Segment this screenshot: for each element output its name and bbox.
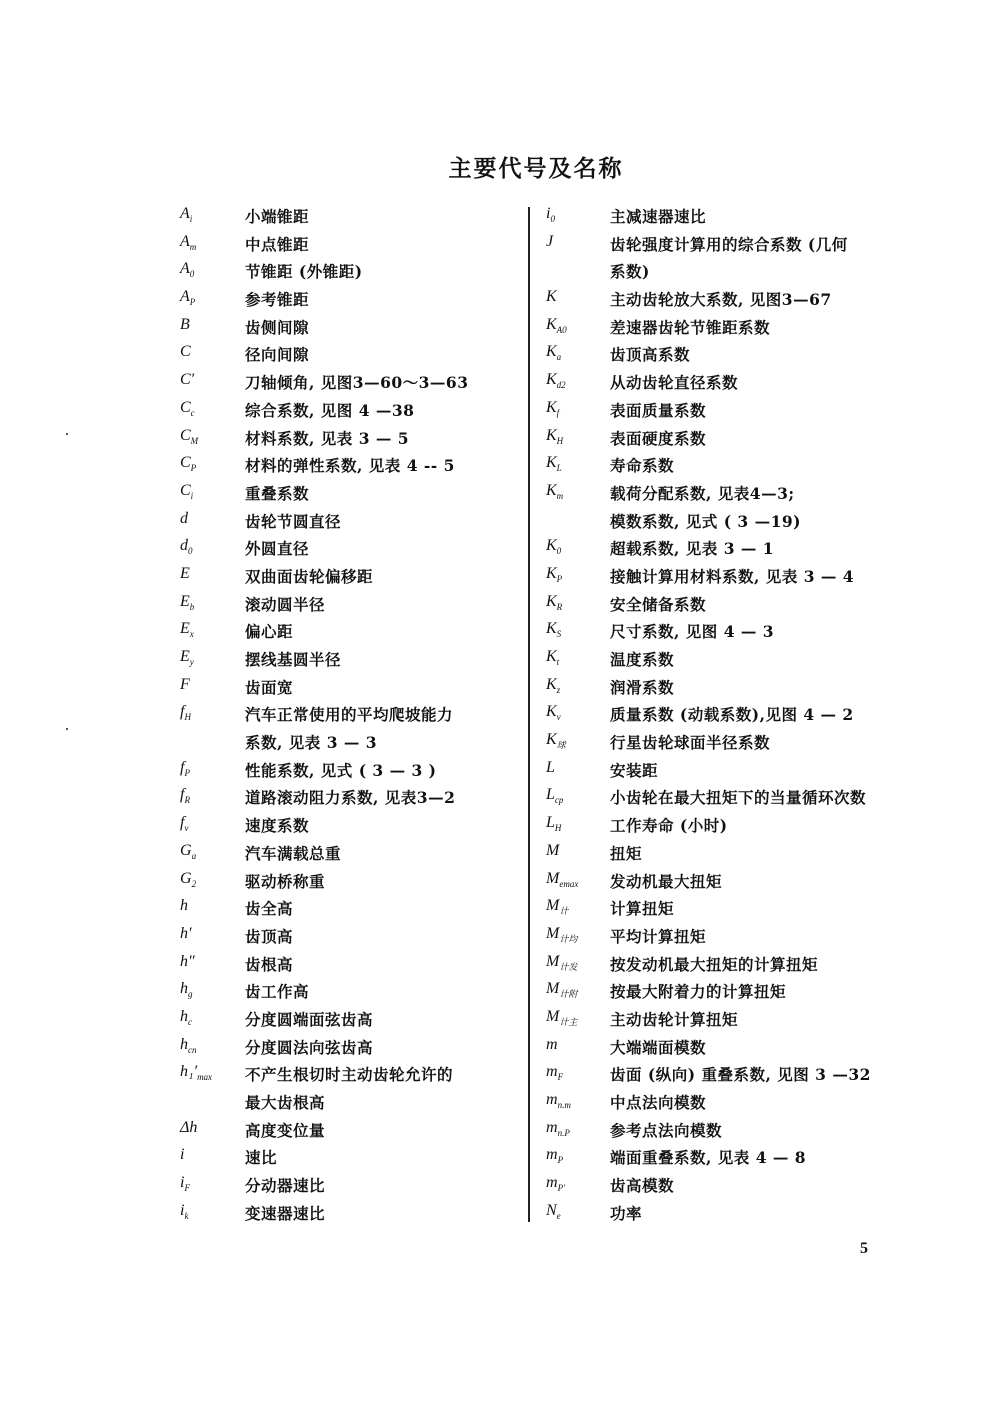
- symbol: $m_P$: [546, 1146, 564, 1166]
- symbol: $L_H$: [546, 814, 562, 834]
- symbol-row: [546, 397, 916, 425]
- symbol-name: 参考点法向模数: [610, 1120, 723, 1140]
- symbol-row: [180, 535, 510, 563]
- symbol-name: 最大齿根高: [245, 1093, 326, 1112]
- symbol-row: [546, 895, 916, 923]
- symbol: $i_F$: [180, 1174, 190, 1194]
- symbol-row: [546, 646, 916, 674]
- symbol: $K_R$: [546, 592, 563, 612]
- symbol-name: 速度系数: [245, 816, 310, 836]
- symbol-row: [546, 535, 916, 563]
- symbol: i: [180, 1146, 185, 1164]
- symbol-name: 载荷分配系数, 见表4—3;: [610, 483, 795, 503]
- symbol-name: 滚动圆半径: [245, 594, 326, 614]
- symbol-row: [180, 591, 510, 619]
- symbol-name: 润滑系数: [610, 677, 675, 697]
- symbol-row: [546, 258, 916, 286]
- symbol-row: [180, 1006, 510, 1034]
- symbol-row: [546, 729, 916, 757]
- symbol-name: 质量系数 (动载系数),见图 4 — 2: [610, 705, 854, 725]
- symbol-row: [180, 1144, 510, 1172]
- symbol-row: [546, 840, 916, 868]
- right-symbol-column: [546, 203, 916, 1227]
- symbol: $N_e$: [546, 1201, 561, 1221]
- symbol-row: [546, 812, 916, 840]
- symbol-row: [180, 480, 510, 508]
- symbol: $K_m$: [546, 481, 564, 502]
- symbol: $f_H$: [180, 703, 191, 723]
- symbol: B: [180, 315, 190, 333]
- symbol-row: [546, 1006, 916, 1034]
- symbol-name: 齿轮节圆直径: [245, 511, 342, 531]
- symbol-name: 齿高模数: [610, 1176, 675, 1196]
- symbol: h′: [180, 924, 192, 942]
- symbol-row: [546, 231, 916, 259]
- symbol-name: 温度系数: [610, 650, 675, 669]
- symbol-row: [180, 203, 510, 231]
- symbol-name: 齿轮强度计算用的综合系数 (几何: [610, 234, 848, 254]
- symbol: $h_{cn}$: [180, 1035, 197, 1055]
- symbol: $A_m$: [180, 232, 197, 252]
- symbol: $C_c$: [180, 398, 195, 418]
- scan-speck: [66, 728, 68, 730]
- symbol: $K_f$: [546, 398, 560, 418]
- symbol-name: 齿面宽: [245, 677, 294, 697]
- symbol-row: [546, 452, 916, 480]
- symbol: $K_z$: [546, 675, 561, 695]
- symbol-name: 齿根高: [245, 954, 294, 974]
- symbol: $f_v$: [180, 814, 189, 834]
- symbol-name: 表面硬度系数: [610, 428, 707, 448]
- symbol: $M_{emax}$: [546, 869, 579, 889]
- symbol-name: 材料系数, 见表 3 — 5: [245, 428, 410, 448]
- symbol-row: [546, 425, 916, 453]
- symbol: J: [546, 232, 554, 250]
- symbol-row: [180, 452, 510, 480]
- symbol-name: 小齿轮在最大扭矩下的当量循环次数: [610, 788, 867, 808]
- symbol-name: 差速器齿轮节锥距系数: [610, 317, 771, 337]
- symbol: $f_R$: [180, 786, 190, 806]
- symbol-name: 双曲面齿轮偏移距: [245, 566, 374, 586]
- symbol: h″: [180, 952, 195, 970]
- symbol: $A_0$: [180, 260, 195, 280]
- symbol: $i_k$: [180, 1201, 189, 1221]
- symbol-name: 扭矩: [610, 843, 643, 863]
- symbol: $C_i$: [180, 481, 194, 502]
- symbol-name: 外圆直径: [245, 539, 310, 559]
- symbol-name: 偏心距: [245, 622, 294, 642]
- symbol-name: 小端锥距: [245, 207, 310, 226]
- symbol-row: [546, 203, 916, 231]
- symbol: $i_0$: [546, 205, 555, 225]
- symbol: $C_P$: [180, 454, 197, 474]
- symbol-row: [546, 1089, 916, 1117]
- symbol-row: [546, 341, 916, 369]
- symbol: $m_{n.P}$: [546, 1118, 570, 1138]
- symbol-name: 齿顶高: [245, 926, 294, 946]
- symbol-row: [546, 1061, 916, 1089]
- symbol-name: 综合系数, 见图 4 —38: [245, 400, 415, 420]
- symbol-row: [546, 480, 916, 508]
- symbol: F: [180, 675, 190, 693]
- symbol: $C_M$: [180, 426, 199, 446]
- symbol-name: 大端端面模数: [610, 1037, 707, 1057]
- column-divider: [528, 207, 530, 1222]
- symbol: $A_P$: [180, 288, 196, 308]
- symbol: $K_S$: [546, 620, 562, 640]
- symbol: $d_0$: [180, 537, 193, 557]
- symbol-name: 按最大附着力的计算扭矩: [610, 982, 787, 1002]
- symbol-name: 计算扭矩: [610, 899, 675, 919]
- symbol: $G_a$: [180, 841, 197, 861]
- symbol: $M_{计均}$: [546, 924, 578, 945]
- page-title: 主要代号及名称: [448, 155, 624, 182]
- symbol-name: 汽车正常使用的平均爬坡能力: [245, 705, 454, 725]
- symbol-name: 尺寸系数, 见图 4 — 3: [610, 622, 775, 642]
- symbol: $L_{cp}$: [546, 786, 564, 806]
- symbol-row: [546, 951, 916, 979]
- symbol-name: 驱动桥称重: [245, 871, 326, 891]
- symbol-row: [180, 646, 510, 674]
- symbol-row: [180, 812, 510, 840]
- symbol-row: [180, 369, 510, 397]
- symbol: C′: [180, 371, 195, 389]
- symbol-row: [180, 508, 510, 536]
- symbol-name: 发动机最大扭矩: [610, 871, 723, 891]
- symbol-row: [180, 563, 510, 591]
- symbol: $M_计$: [546, 897, 569, 917]
- symbol-name: 道路滚动阻力系数, 见表3—2: [245, 788, 456, 808]
- symbol: L: [546, 758, 555, 776]
- symbol: $h_c$: [180, 1007, 192, 1028]
- symbol-name: 中点锥距: [245, 234, 310, 254]
- symbol-name: 行星齿轮球面半径系数: [610, 733, 771, 753]
- symbol: $K_v$: [546, 703, 561, 723]
- symbol: $f_P$: [180, 758, 190, 778]
- symbol-name: 节锥距 (外锥距): [245, 262, 363, 282]
- symbol-row: [180, 784, 510, 812]
- symbol: $K_t$: [546, 648, 560, 668]
- symbol: $h_g$: [180, 980, 193, 1000]
- symbol-row: [546, 369, 916, 397]
- symbol-name: 主减速器速比: [610, 207, 707, 226]
- symbol-row: [180, 1200, 510, 1228]
- symbol-row: [546, 563, 916, 591]
- symbol-row: [180, 618, 510, 646]
- symbol: $E_y$: [180, 648, 194, 668]
- symbol-row: [546, 508, 916, 536]
- symbol-name: 参考锥距: [245, 290, 310, 310]
- symbol: $K_H$: [546, 426, 564, 446]
- symbol-name: 性能系数, 见式 ( 3 — 3 ): [245, 760, 437, 780]
- symbol-name: 齿侧间隙: [245, 317, 310, 337]
- symbol: $h_1'_{max}$: [180, 1063, 213, 1083]
- symbol-name: 模数系数, 见式 ( 3 —19): [610, 511, 802, 531]
- symbol-name: 汽车满载总重: [245, 843, 342, 863]
- symbol: E: [180, 564, 190, 582]
- symbol-name: 中点法向模数: [610, 1093, 707, 1112]
- page-number: 5: [860, 1240, 868, 1257]
- symbol-name: 变速器速比: [245, 1203, 326, 1223]
- symbol-name: 端面重叠系数, 见表 4 — 8: [610, 1148, 807, 1168]
- symbol-row: [546, 1172, 916, 1200]
- symbol-row: [546, 923, 916, 951]
- symbol-row: [546, 868, 916, 896]
- symbol-name: 齿顶高系数: [610, 345, 691, 365]
- symbol-name: 高度变位量: [245, 1120, 326, 1140]
- symbol: Δh: [180, 1118, 198, 1136]
- symbol-name: 分动器速比: [245, 1176, 326, 1196]
- symbol-name: 安装距: [610, 760, 659, 780]
- symbol-row: [546, 1034, 916, 1062]
- symbol-row: [546, 674, 916, 702]
- symbol-name: 齿全高: [245, 899, 294, 919]
- symbol: C: [180, 343, 191, 361]
- symbol-row: [180, 286, 510, 314]
- symbol-name: 分度圆法向弦齿高: [245, 1037, 374, 1057]
- symbol-row: [180, 397, 510, 425]
- symbol-row: [546, 618, 916, 646]
- symbol-name: 主动齿轮计算扭矩: [610, 1009, 739, 1029]
- symbol-row: [546, 1200, 916, 1228]
- symbol: d: [180, 509, 188, 527]
- symbol-name: 速比: [245, 1148, 278, 1168]
- symbol-row: [180, 895, 510, 923]
- symbol-row: [180, 923, 510, 951]
- symbol-name: 寿命系数: [610, 456, 675, 476]
- left-symbol-column: [180, 203, 510, 1227]
- symbol-row: [180, 341, 510, 369]
- symbol-name: 齿工作高: [245, 982, 310, 1002]
- symbol: $m_F$: [546, 1063, 564, 1083]
- symbol-name: 从动齿轮直径系数: [610, 373, 739, 393]
- symbol-row: [546, 314, 916, 342]
- symbol: $M_{计发}$: [546, 952, 578, 972]
- symbol-row: [180, 1034, 510, 1062]
- symbol-name: 系数, 见表 3 — 3: [245, 733, 378, 753]
- symbol: $K_{d2}$: [546, 371, 566, 391]
- symbol: $K_{A0}$: [546, 315, 567, 335]
- symbol: m: [546, 1035, 558, 1053]
- symbol-name: 功率: [610, 1203, 643, 1223]
- symbol-name: 材料的弹性系数, 见表 4 -- 5: [245, 456, 455, 476]
- symbol-name: 按发动机最大扭矩的计算扭矩: [610, 954, 819, 974]
- symbol: $A_i$: [180, 205, 193, 225]
- symbol-row: [546, 784, 916, 812]
- symbol-name: 径向间隙: [245, 345, 310, 365]
- symbol-row: [180, 425, 510, 453]
- symbol-row: [180, 258, 510, 286]
- symbol-name: 超载系数, 见表 3 — 1: [610, 539, 775, 559]
- symbol: $m_{P'}$: [546, 1174, 566, 1194]
- symbol-name: 重叠系数: [245, 483, 310, 503]
- scan-speck: [66, 433, 68, 435]
- symbol: $E_x$: [180, 620, 194, 640]
- symbol: $K_a$: [546, 343, 562, 363]
- symbol-name: 摆线基圆半径: [245, 650, 342, 669]
- symbol-row: [546, 1144, 916, 1172]
- symbol-row: [546, 701, 916, 729]
- symbol-name: 系数): [610, 262, 650, 282]
- symbol: $m_{n.m}$: [546, 1091, 571, 1111]
- symbol-row: [180, 951, 510, 979]
- symbol-row: [180, 1117, 510, 1145]
- symbol-row: [546, 978, 916, 1006]
- symbol: $K_L$: [546, 454, 562, 474]
- symbol-name: 主动齿轮放大系数, 见图3—67: [610, 290, 832, 310]
- symbol-name: 分度圆端面弦齿高: [245, 1009, 374, 1029]
- symbol-row: [180, 1172, 510, 1200]
- symbol: M: [546, 841, 560, 859]
- symbol-row: [180, 868, 510, 896]
- symbol-name: 工作寿命 (小时): [610, 816, 728, 836]
- symbol-name: 刀轴倾角, 见图3—60～3—63: [245, 373, 469, 393]
- symbol-name: 接触计算用材料系数, 见表 3 — 4: [610, 566, 855, 586]
- symbol-row: [180, 840, 510, 868]
- symbol-row: [180, 701, 510, 729]
- symbol: $K_P$: [546, 564, 563, 585]
- symbol: $E_b$: [180, 592, 195, 612]
- symbol-row: [180, 314, 510, 342]
- symbol-row: [180, 757, 510, 785]
- symbol-row: [180, 978, 510, 1006]
- symbol: $K_0$: [546, 537, 562, 557]
- symbol: $K_球$: [546, 731, 566, 751]
- symbol: h: [180, 897, 188, 915]
- symbol-name: 平均计算扭矩: [610, 926, 707, 946]
- symbol-name: 表面质量系数: [610, 400, 707, 420]
- symbol-row: [180, 1089, 510, 1117]
- symbol-row: [180, 1061, 510, 1089]
- symbol: $G_2$: [180, 869, 197, 889]
- symbol-row: [546, 1117, 916, 1145]
- symbol-row: [180, 231, 510, 259]
- symbol: $M_{计主}$: [546, 1007, 578, 1028]
- symbol-row: [546, 591, 916, 619]
- symbol-name: 不产生根切时主动齿轮允许的: [245, 1065, 454, 1085]
- symbol-row: [546, 286, 916, 314]
- symbol-name: 安全储备系数: [610, 594, 707, 614]
- symbol-row: [180, 729, 510, 757]
- symbol-row: [180, 674, 510, 702]
- symbol-row: [546, 757, 916, 785]
- symbol: K: [546, 288, 557, 306]
- symbol-name: 齿面 (纵向) 重叠系数, 见图 3 —32: [610, 1065, 871, 1085]
- symbol: $M_{计附}$: [546, 980, 578, 1000]
